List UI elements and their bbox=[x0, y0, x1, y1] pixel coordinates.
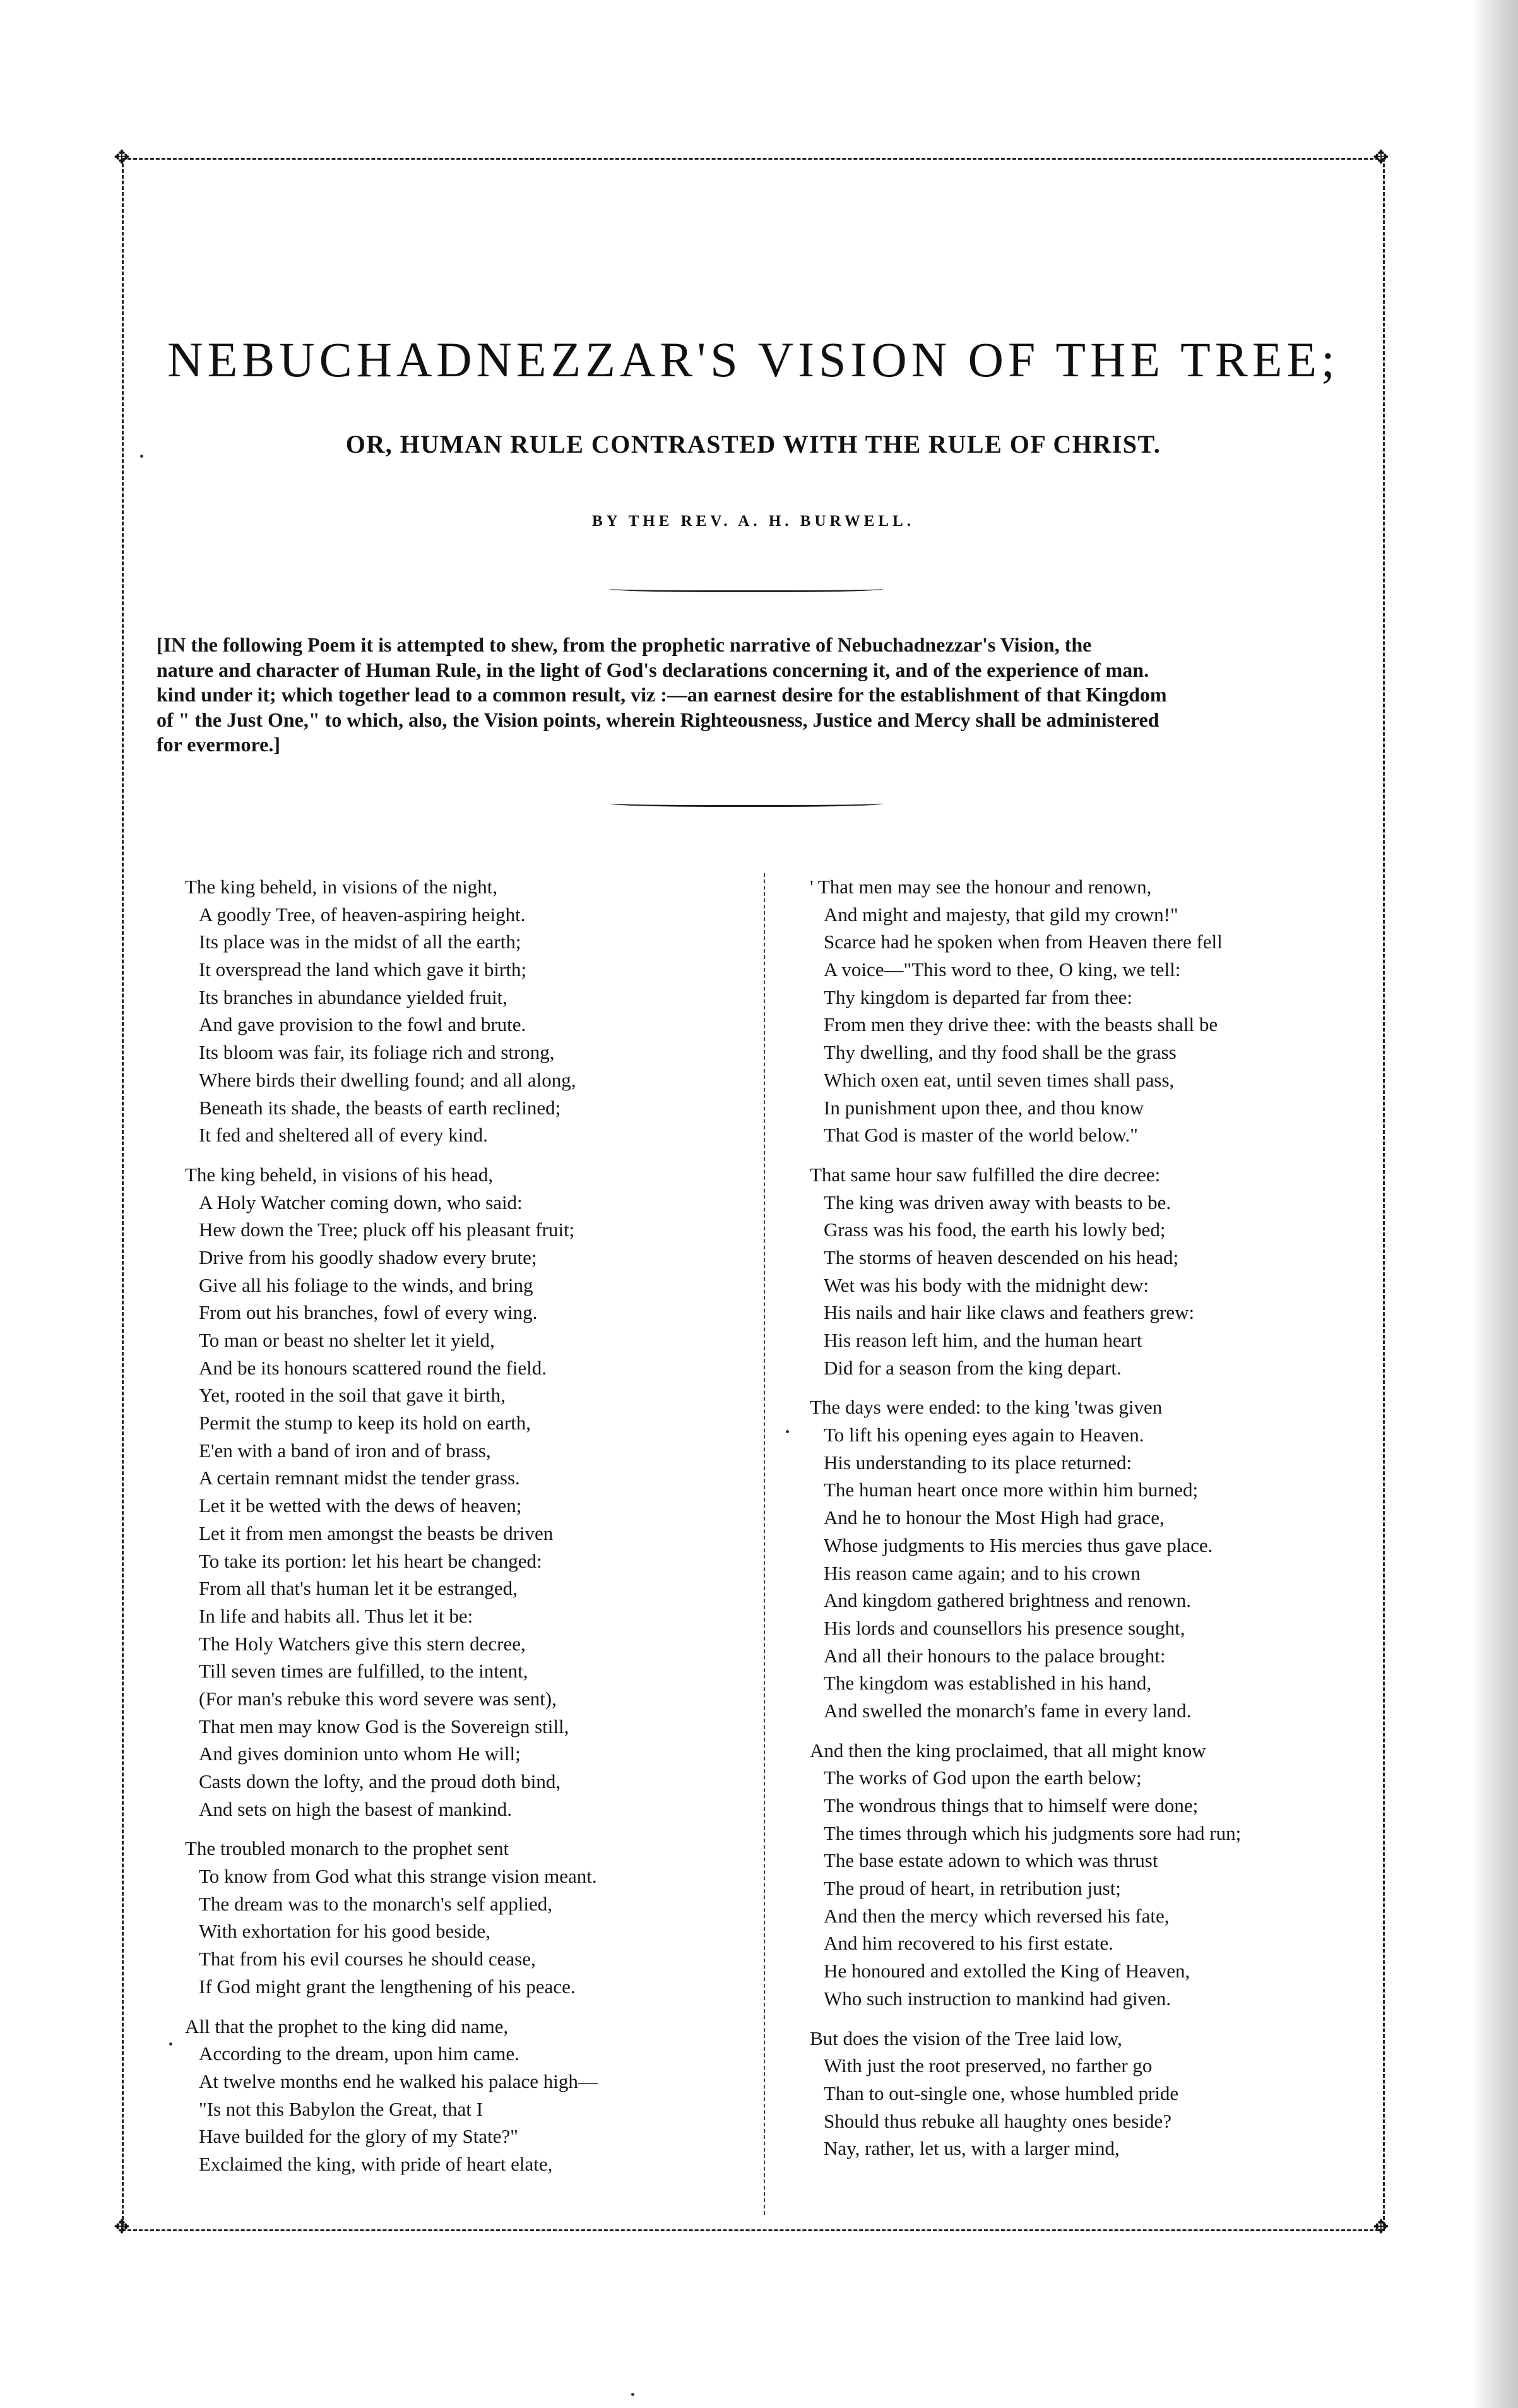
verse-line: The human heart once more within him burned; bbox=[824, 1479, 1199, 1501]
verse-line: It overspread the land which gave it birth; bbox=[199, 958, 527, 981]
verse-line: A Holy Watcher coming down, who said: bbox=[199, 1191, 523, 1213]
verse-line: According to the dream, upon him came. bbox=[199, 2042, 519, 2065]
verse-line: His lords and counsellors his presence sought, bbox=[824, 1616, 1185, 1639]
verse-line: E'en with a band of iron and of brass, bbox=[199, 1439, 491, 1462]
verse-line: The dream was to the monarch's self applied, bbox=[199, 1892, 552, 1915]
verse-line: Hew down the Tree; pluck off his pleasant fruit; bbox=[199, 1219, 575, 1241]
verse-line: His nails and hair like claws and feathers grew: bbox=[824, 1301, 1195, 1324]
verse-line: And be its honours scattered round the field. bbox=[199, 1356, 547, 1379]
verse-line: ' That men may see the honour and renown, bbox=[810, 876, 1152, 898]
verse-line: His understanding to its place returned: bbox=[824, 1451, 1132, 1474]
verse-line: To take its portion: let his heart be changed: bbox=[199, 1549, 542, 1572]
verse-line: All that the prophet to the king did name, bbox=[185, 2015, 509, 2037]
ink-speck bbox=[140, 455, 143, 458]
poem-stanza bbox=[810, 1393, 1359, 1724]
verse-line: Drive from his goodly shadow every brute; bbox=[199, 1246, 537, 1268]
verse-line: Whose judgments to His mercies thus gave place. bbox=[824, 1534, 1213, 1556]
verse-line: Exclaimed the king, with pride of heart elate, bbox=[199, 2152, 553, 2175]
verse-line: The base estate adown to which was thrust bbox=[824, 1849, 1158, 1872]
verse-line: A goodly Tree, of heaven-aspiring height. bbox=[199, 903, 526, 926]
verse-line: Thy dwelling, and thy food shall be the grass bbox=[824, 1041, 1177, 1064]
verse-line: The storms of heaven descended on his head; bbox=[824, 1246, 1179, 1268]
verse-line: A voice—"This word to thee, O king, we tell: bbox=[824, 958, 1181, 981]
verse-line: With exhortation for his good beside, bbox=[199, 1920, 490, 1943]
poem-stanza bbox=[810, 2025, 1359, 2162]
verse-line: That same hour saw fulfilled the dire decree: bbox=[810, 1163, 1161, 1186]
verse-line: The king beheld, in visions of the night, bbox=[185, 876, 498, 898]
verse-line: Let it from men amongst the beasts be driven bbox=[199, 1522, 554, 1544]
poem-stanza bbox=[185, 1835, 756, 2000]
verse-line: Let it be wetted with the dews of heaven; bbox=[199, 1494, 522, 1517]
poem-column-right bbox=[810, 873, 1359, 2174]
author-byline: BY THE REV. A. H. BURWELL. bbox=[591, 513, 915, 530]
verse-line: And all their honours to the palace brought: bbox=[824, 1644, 1166, 1667]
verse-line: And might and majesty, that gild my crown!" bbox=[824, 903, 1178, 926]
corner-ornament-icon: ✥ bbox=[114, 2216, 130, 2238]
verse-line: His reason came again; and to his crown bbox=[824, 1561, 1141, 1584]
column-divider bbox=[764, 873, 765, 2215]
poem-subtitle: OR, HUMAN RULE CONTRASTED WITH THE RULE OF CHRIST. bbox=[345, 430, 1161, 458]
verse-line: That from his evil courses he should cease, bbox=[199, 1948, 536, 1970]
verse-line: Its place was in the midst of all the earth; bbox=[199, 931, 521, 953]
verse-line: If God might grant the lengthening of his peace. bbox=[199, 1975, 576, 1998]
verse-line: Give all his foliage to the winds, and bring bbox=[199, 1273, 533, 1296]
verse-line: He honoured and extolled the King of Heaven, bbox=[824, 1960, 1190, 1982]
verse-line: And gave provision to the fowl and brute. bbox=[199, 1013, 526, 1036]
verse-line: Where birds their dwelling found; and all along, bbox=[199, 1068, 576, 1091]
verse-line: To lift his opening eyes again to Heaven. bbox=[824, 1424, 1144, 1446]
verse-line: Casts down the lofty, and the proud doth bind, bbox=[199, 1770, 561, 1792]
introduction-note bbox=[157, 633, 1356, 758]
verse-line: A certain remnant midst the tender grass. bbox=[199, 1467, 520, 1489]
verse-line: Have builded for the glory of my State?" bbox=[199, 2125, 518, 2148]
poem-stanza bbox=[810, 1161, 1359, 1382]
verse-line: That men may know God is the Sovereign still, bbox=[199, 1715, 569, 1737]
verse-line: To man or beast no shelter let it yield, bbox=[199, 1329, 495, 1351]
verse-line: To know from God what this strange vision meant. bbox=[199, 1865, 597, 1888]
poem-stanza bbox=[185, 873, 756, 1149]
verse-line: Should thus rebuke all haughty ones beside? bbox=[824, 2109, 1172, 2132]
intro-line: kind under it; which together lead to a common result, viz :—an earnest desire for the establishment of that Kingdom bbox=[157, 683, 1167, 706]
verse-line: And him recovered to his first estate. bbox=[824, 1932, 1113, 1955]
ink-speck bbox=[169, 2042, 172, 2046]
verse-line: From all that's human let it be estranged, bbox=[199, 1577, 518, 1600]
verse-line: (For man's rebuke this word severe was sent), bbox=[199, 1687, 557, 1710]
verse-line: Which oxen eat, until seven times shall pass, bbox=[824, 1068, 1175, 1091]
verse-line: The king was driven away with beasts to be. bbox=[824, 1191, 1171, 1213]
poem-stanza bbox=[810, 873, 1359, 1149]
verse-line: In punishment upon thee, and thou know bbox=[824, 1096, 1144, 1119]
verse-line: The Holy Watchers give this stern decree, bbox=[199, 1632, 526, 1655]
verse-line: Till seven times are fulfilled, to the intent, bbox=[199, 1660, 528, 1683]
intro-line: for evermore.] bbox=[157, 733, 281, 756]
verse-line: The works of God upon the earth below; bbox=[824, 1767, 1142, 1789]
verse-line: "Is not this Babylon the Great, that I bbox=[199, 2097, 483, 2120]
verse-line: And he to honour the Most High had grace, bbox=[824, 1506, 1165, 1529]
verse-line: And gives dominion unto whom He will; bbox=[199, 1743, 521, 1765]
ornamental-rule bbox=[609, 584, 884, 592]
verse-line: The troubled monarch to the prophet sent bbox=[185, 1837, 509, 1860]
verse-line: Than to out-single one, whose humbled pride bbox=[824, 2082, 1179, 2104]
poem-stanza bbox=[185, 1161, 756, 1823]
verse-line: Beneath its shade, the beasts of earth reclined; bbox=[199, 1096, 561, 1119]
corner-ornament-icon: ✥ bbox=[114, 146, 130, 169]
verse-line: The wondrous things that to himself were done; bbox=[824, 1794, 1199, 1816]
poem-column-left bbox=[185, 873, 756, 2190]
verse-line: That God is master of the world below." bbox=[824, 1124, 1138, 1147]
verse-line: Nay, rather, let us, with a larger mind, bbox=[824, 2137, 1120, 2160]
verse-line: From out his branches, fowl of every wing. bbox=[199, 1301, 538, 1324]
verse-line: Did for a season from the king depart. bbox=[824, 1356, 1122, 1379]
verse-line: The kingdom was established in his hand, bbox=[824, 1672, 1152, 1695]
verse-line: Grass was his food, the earth his lowly bed; bbox=[824, 1219, 1166, 1241]
page-edge-shadow bbox=[1471, 0, 1518, 2408]
verse-line: At twelve months end he walked his palace high— bbox=[199, 2070, 598, 2092]
verse-line: Yet, rooted in the soil that gave it birth, bbox=[199, 1384, 506, 1407]
verse-line: And then the mercy which reversed his fate, bbox=[824, 1904, 1170, 1927]
intro-line: [IN the following Poem it is attempted to shew, from the prophetic narrative of Nebuchadnezzar's Vision, the bbox=[157, 633, 1092, 656]
verse-line: And sets on high the basest of mankind. bbox=[199, 1797, 512, 1820]
verse-line: But does the vision of the Tree laid low, bbox=[810, 2027, 1122, 2049]
verse-line: The proud of heart, in retribution just; bbox=[824, 1877, 1121, 1900]
verse-line: The days were ended: to the king 'twas given bbox=[810, 1396, 1163, 1419]
intro-line: of " the Just One," to which, also, the Vision points, wherein Righteousness, Justice and Mercy shall be administered bbox=[157, 708, 1159, 731]
verse-line: Thy kingdom is departed far from thee: bbox=[824, 986, 1132, 1008]
verse-line: Its branches in abundance yielded fruit, bbox=[199, 986, 507, 1008]
verse-line: It fed and sheltered all of every kind. bbox=[199, 1124, 488, 1147]
poem-title: NEBUCHADNEZZAR'S VISION OF THE TREE; bbox=[167, 332, 1339, 387]
verse-line: Scarce had he spoken when from Heaven there fell bbox=[824, 931, 1223, 953]
verse-line: From men they drive thee: with the beasts shall be bbox=[824, 1013, 1218, 1036]
corner-ornament-icon: ✥ bbox=[1373, 146, 1389, 169]
poem-stanza bbox=[185, 2013, 756, 2178]
verse-line: With just the root preserved, no farther go bbox=[824, 2054, 1153, 2077]
verse-line: In life and habits all. Thus let it be: bbox=[199, 1604, 473, 1627]
ornamental-rule bbox=[609, 799, 884, 807]
verse-line: His reason left him, and the human heart bbox=[824, 1329, 1142, 1351]
verse-line: The king beheld, in visions of his head, bbox=[185, 1163, 494, 1186]
intro-line: nature and character of Human Rule, in the light of God's declarations concerning it, and of the experience of man. bbox=[157, 658, 1149, 681]
verse-line: And kingdom gathered brightness and renown. bbox=[824, 1589, 1191, 1612]
corner-ornament-icon: ✥ bbox=[1373, 2216, 1389, 2238]
verse-line: And swelled the monarch's fame in every land. bbox=[824, 1699, 1192, 1722]
verse-line: Permit the stump to keep its hold on earth, bbox=[199, 1412, 531, 1434]
verse-line: Its bloom was fair, its foliage rich and strong, bbox=[199, 1041, 555, 1064]
verse-line: The times through which his judgments sore had run; bbox=[824, 1821, 1242, 1844]
poem-stanza bbox=[810, 1737, 1359, 2013]
ink-speck bbox=[631, 2393, 634, 2396]
ink-speck bbox=[786, 1430, 789, 1433]
verse-line: And then the king proclaimed, that all might know bbox=[810, 1739, 1206, 1761]
verse-line: Who such instruction to mankind had given. bbox=[824, 1987, 1171, 2010]
verse-line: Wet was his body with the midnight dew: bbox=[824, 1273, 1149, 1296]
